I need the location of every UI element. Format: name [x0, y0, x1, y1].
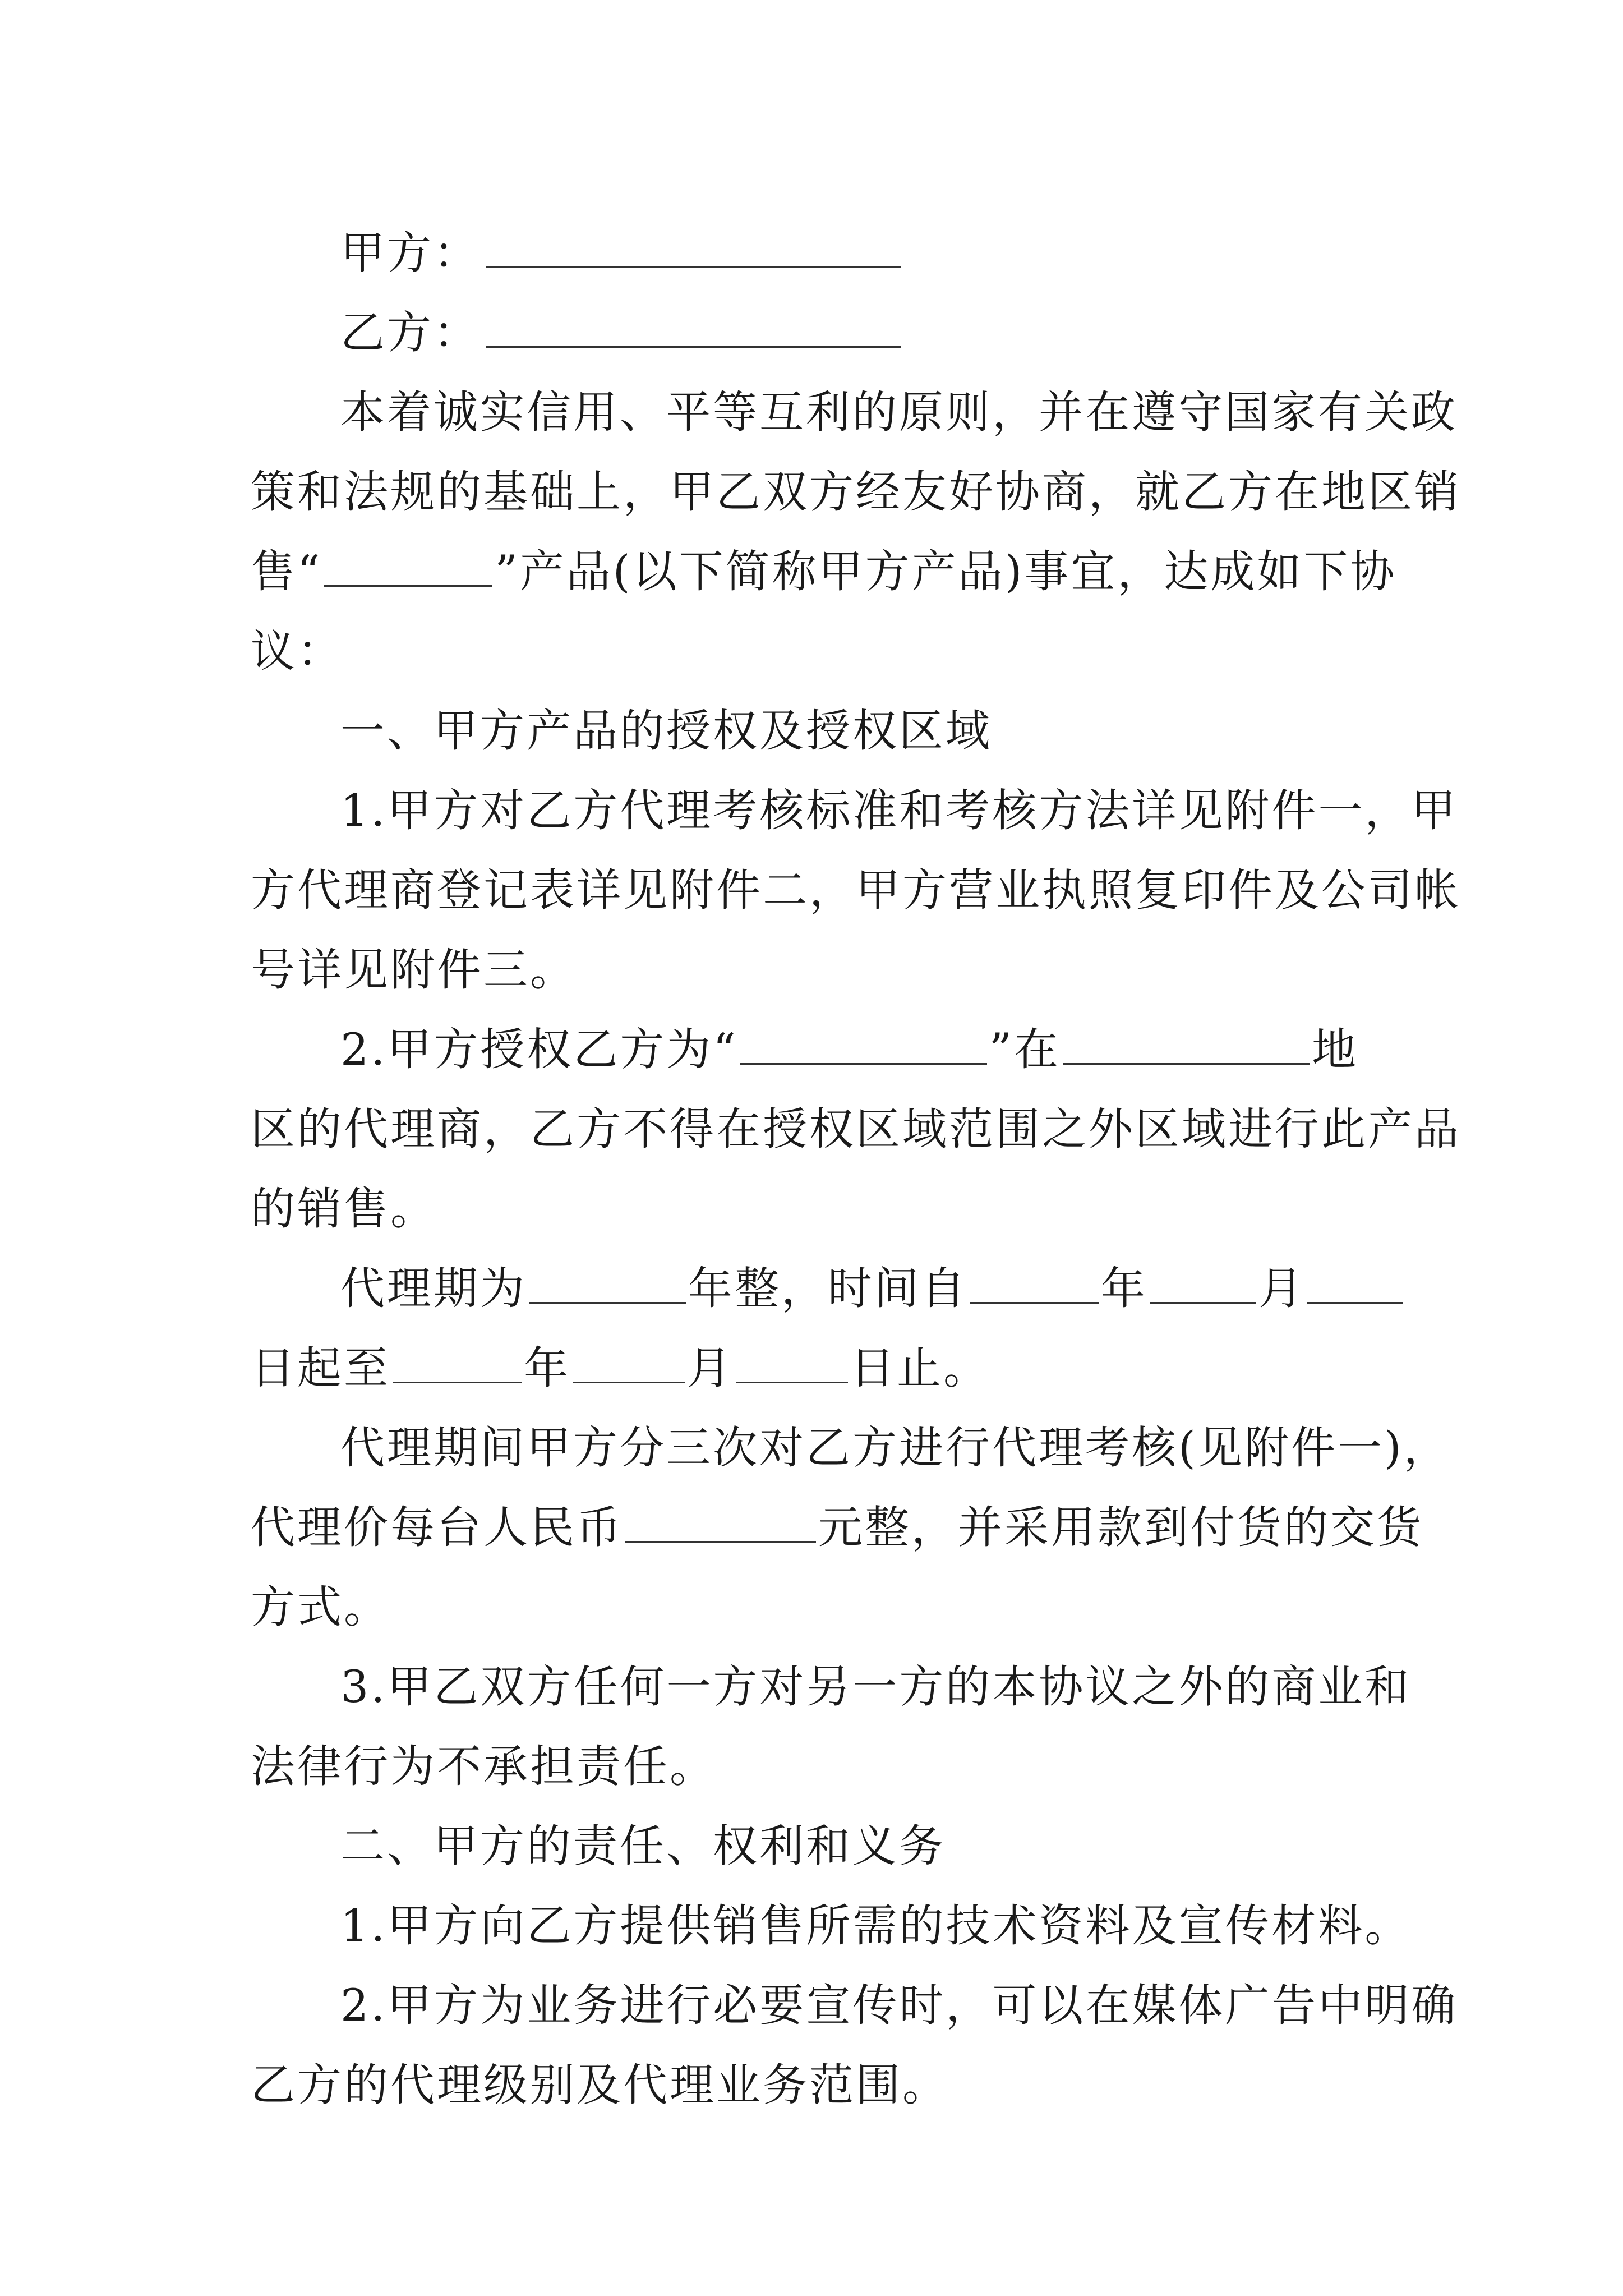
assessment-line-3: 方式。 — [251, 1581, 390, 1633]
section-2-heading: 二、甲方的责任、权利和义务 — [340, 1820, 946, 1872]
s1-item2-line-3: 的销售。 — [251, 1183, 437, 1235]
agency-price-blank — [625, 1506, 816, 1543]
agreement-body — [251, 213, 1461, 2125]
s2-item1: 1.甲方向乙方提供销售所需的技术资料及宣传材料。 — [340, 1900, 1412, 1952]
s1-item3-line-2: 法律行为不承担责任。 — [251, 1741, 716, 1792]
s1-item1-line-2: 方代理商登记表详见附件二，甲方营业执照复印件及公司帐 — [251, 864, 1461, 916]
product-name-blank — [324, 550, 492, 587]
party-b-blank — [486, 311, 901, 348]
s2-item2-line-2: 乙方的代理级别及代理业务范围。 — [251, 2059, 949, 2111]
start-year-blank — [970, 1267, 1099, 1304]
s2-item2-line-1: 2.甲方为业务进行必要宣传时，可以在媒体广告中明确 — [340, 1980, 1458, 2031]
party-a-line — [251, 213, 1384, 293]
intro-line-4: 议： — [251, 625, 344, 677]
s1-item2-line-1: 2.甲方授权乙方为“ ”在 地 — [340, 1024, 1359, 1075]
party-b-line — [251, 293, 1384, 372]
intro-line-2: 策和法规的基础上，甲乙双方经友好协商，就乙方在地区销 — [251, 466, 1461, 518]
s1-item2-line-2: 区的代理商，乙方不得在授权区域范围之外区域进行此产品 — [251, 1103, 1461, 1155]
s1-item1-line-3: 号详见附件三。 — [251, 944, 577, 996]
party-a-label: 甲方： — [340, 227, 480, 279]
end-day-blank — [736, 1347, 848, 1383]
end-month-blank — [573, 1347, 685, 1383]
authorized-product-blank — [740, 1028, 987, 1065]
intro-line-1: 本着诚实信用、平等互利的原则，并在遵守国家有关政 — [340, 386, 1458, 438]
end-year-blank — [393, 1347, 522, 1383]
party-a-blank — [486, 232, 901, 268]
period-line-2: 日起至 年 月 日止。 — [251, 1342, 990, 1394]
s1-item1-line-1: 1.甲方对乙方代理考核标准和考核方法详见附件一，甲 — [340, 785, 1458, 836]
period-years-blank — [529, 1267, 686, 1304]
start-month-blank — [1150, 1267, 1256, 1304]
authorized-region-blank — [1063, 1028, 1310, 1065]
section-1-heading: 一、甲方产品的授权及授权区域 — [340, 705, 992, 757]
s1-item3-line-1: 3.甲乙双方任何一方对另一方的本协议之外的商业和 — [340, 1661, 1412, 1713]
period-line-1: 代理期为 年整，时间自 年 月 — [251, 1249, 1384, 1328]
intro-line-3: 售“ ”产品(以下简称甲方产品)事宜，达成如下协 — [251, 546, 1397, 597]
start-day-blank — [1307, 1267, 1403, 1304]
assessment-line-1: 代理期间甲方分三次对乙方进行代理考核(见附件一)， — [340, 1422, 1450, 1474]
party-b-label: 乙方： — [340, 307, 480, 358]
assessment-line-2: 代理价每台人民币 元整，并采用款到付货的交货 — [251, 1502, 1423, 1553]
